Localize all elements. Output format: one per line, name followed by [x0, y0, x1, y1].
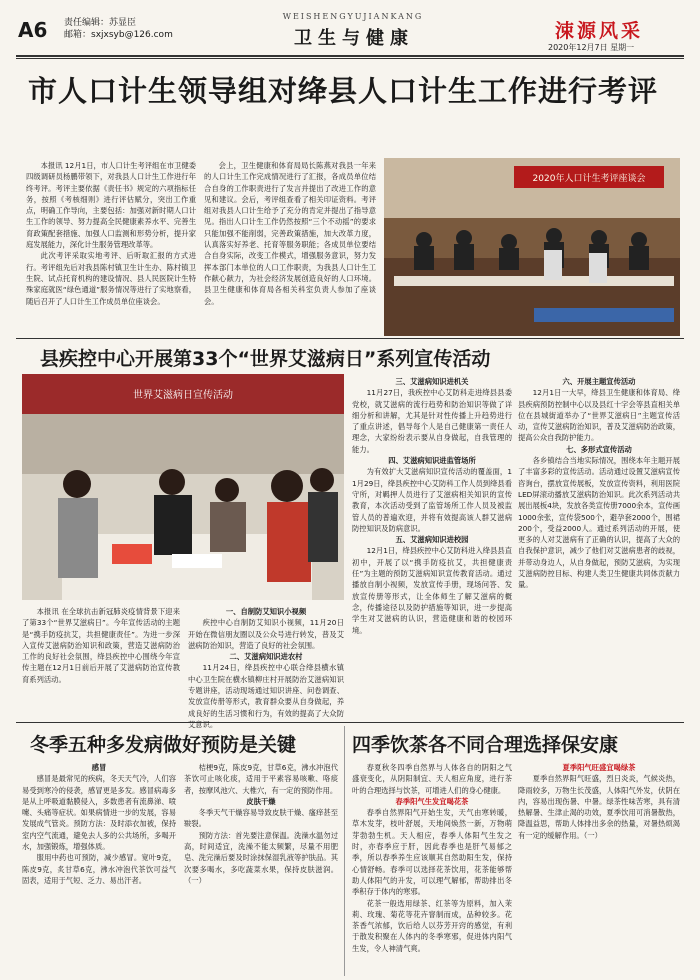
article-1-col-1: [26, 160, 196, 338]
article-3-col-2: [184, 762, 338, 974]
aids-activity-photo-svg: [22, 374, 344, 600]
newspaper-brand: 涑源风采: [555, 20, 644, 42]
headline-article-4: 四季饮茶各不同合理选择保安康: [352, 734, 619, 756]
article-3-section-text: 服用中药也可预防，减少感冒。宽叶9克，陈皮9克，炙甘草6克，沸水冲泡代茶饮可益气固表，适用于气短、乏力、易出汗者。: [22, 853, 176, 885]
headline-article-1: 市人口计生领导组对绛县人口计生工作进行考评: [28, 74, 659, 108]
article-4-section-text: 夏季自然界阳气旺盛，烈日炎炎，气候炎热，降雨较多，万物生长茂盛，人体阳气外发，伏阴在内，容易出现伤暑、中暑。绿茶性味苦寒，具有清热解暑、生津止渴的功效，夏季饮用可消暑散热，降温益思，帮助人体排出多余的热量，对暑热烦渴有一定的缓解作用。（一）: [518, 774, 680, 840]
masthead-rule-thin: [16, 58, 684, 59]
article-3-section-text: 预防方法：首先要注意保温。洗澡水温勿过高，时间适宜，洗澡不能太频繁，尽量不用肥皂、洗完澡后要及时涂抹保湿乳液等护肤品。其次要多喝水，多吃蔬菜水果，保持皮肤滋润。（一）: [184, 830, 338, 885]
article-2-section-text: 各乡镇结合当地实际情况，围绕本年主题开展了丰富多彩的宣传活动。活动通过设置艾滋病宣传咨询台，摆放宣传展板，发放宣传资料，利用医院LED屏滚动播放艾滋病防治知识。此次系列活动共展出展板4块，发放各类宣传册7000余本，宣传画1000余张，宣传袋500个，避孕套2000个，围裙200个，受益2000人。通过系列活动的开展，使更多的人对艾滋病有了正确的认识，提高了大众的自我保护意识，减少了他们对艾滋病患者的歧视，并带动身边人，从自身做起，预防艾滋病，为实现艾滋病防控目标、构建人类卫生健康共同体贡献力量。: [518, 456, 680, 590]
section-pinyin: WEISHENGYUJIANKANG: [282, 12, 424, 21]
article-2-subheading: 四、艾滋病知识进监管场所: [388, 456, 476, 466]
aids-activity-photo: [22, 374, 344, 600]
column-divider: [344, 726, 345, 976]
aids-banner-text: 世界艾滋病日宣传活动: [133, 390, 233, 401]
article-2-col-4: [518, 376, 680, 716]
article-2-subheading: 五、艾滋病知识进校园: [395, 535, 469, 545]
article-2-subheading: 三、艾滋病知识进机关: [395, 377, 469, 386]
article-2-section-text: 12月1日一大早，绛县卫生健康和体育局、绛县疾病预防控制中心以及县红十字会等县直相关单位在县城街道举办了“世界艾滋病日”主题宣传活动，宣传艾滋病防治知识，普及艾滋病防治政策，提高公众自我防护能力。: [518, 388, 680, 443]
meeting-banner-text: 2020年人口计生考评座谈会: [532, 174, 646, 184]
article-3-section-text: 桔梗9克，陈皮9克，甘草6克，沸水冲泡代茶饮可止咳化痰，适用于平素容易咳嗽、咯痰者，按摩风池穴、大椎穴，有一定的预防作用。: [184, 763, 338, 795]
article-3-section-text: 冬季天气干燥容易导致皮肤干燥、瘙痒甚至皲裂。: [184, 808, 338, 829]
article-2-col-1: [22, 606, 180, 714]
masthead-rule: [16, 55, 684, 57]
article-1-paragraph: 会上，卫生健康和体育局局长陈燕对我县一年来的人口计生工作完成情况进行了汇报，各成员单位结合自身的工作职责进行了发言并提出了改进工作的意见和建议。会后，考评组查看了相关印证资料。考评组对我县人口计生给予了充分的肯定并提出了指导意见。指出人口计生工作仍然按照“三个不动摇”的要求只能加强不能削弱，完善政策措施，加大改革力度，认真落实好养老、托育等服务职能；各成员单位要结合自身实际，改变工作模式，增强服务意识，努力发挥本部门本单位的人口工作职责，为我县人口计生工作献心献力，为社会经济发展创造良好的人口环境。县卫生健康和体育局各相关科室负责人参加了座谈会。: [204, 161, 376, 306]
article-2-section-text: 11月24日，绛县疾控中心联合绛县横水镇中心卫生院在横水镇柳庄村开展防治艾滋病知识专题讲座，活动现场通过知识讲座、问卷调查、发放宣传册等形式，教育群众要从自身做起，养成良好的生活习惯和行为，有效的提高了大众防艾意识。: [188, 663, 344, 729]
divider: [16, 338, 684, 339]
editor-name: 责任编辑：苏显臣: [64, 18, 137, 28]
article-2-subheading: 一、自制防艾知识小视频: [225, 607, 307, 616]
editor-email: 邮箱：sxjxsyb@126.com: [64, 30, 173, 40]
divider: [16, 722, 684, 723]
article-3-subheading: 皮肤干燥: [246, 796, 276, 806]
article-2-section-text: 为有效扩大艾滋病知识宣传活动的覆盖面，11月29日，绛县疾控中心艾防科工作人员到绛县看守所，对羁押人员进行了艾滋病相关知识的宣传教育，本次活动受到了监管场所工作人员及被监管人员的普遍欢迎，并将有效提高该人群艾滋病防控知识及防病意识。: [352, 467, 512, 533]
article-2-subheading: 七、多形式宣传活动: [566, 444, 632, 454]
editor-info: [64, 17, 173, 41]
headline-article-2: 县疾控中心开展第33个“世界艾滋病日”系列宣传活动: [40, 348, 491, 370]
section-title: 卫生与健康: [294, 28, 414, 49]
page-number: A6: [18, 18, 48, 42]
article-2-section-text: 12月1日，绛县疾控中心艾防科进入绛县县直初中，开展了以“携手防疫抗艾，共担健康责任”为主题的预防艾滋病知识宣传教育活动。通过播放自制小视频，发放宣传手册，现场问答、发放宣传册等形式，让全体师生了解艾滋病的概念，传播途径以及防护措施等知识，进一步提高学生对艾滋病的认识，营造健康和谐的校园环境。: [352, 546, 512, 635]
article-1-paragraph: 本报讯 12月1日，市人口计生考评组在市卫健委四级调研员杨鹏带领下，对我县人口计生工作进行年终考评。考评主要依据《责任书》规定的六项指标任务，按照《考核细则》进行评估赋分，突出工作重点，明确工作导向，主要包括：加强对新时期人口计生工作的领导、努力提高全民健康素养水平、完善生育政策配套措施、加强人口监测和形势分析，提升家庭发展能力，深化计生服务管理改革等。: [26, 161, 196, 250]
article-2-subheading: 二、艾滋病知识进农村: [229, 652, 303, 662]
article-2-section-text: 11月27日，我疾控中心艾防科走进绛县县委党校，就艾滋病的流行趋势和防治知识等做了详细分析和讲解，尤其是针对性传播上升趋势进行了重点讲述，倡导每个人是自己健康第一责任人理念，大家纷纷表示要从自身做起，自我管理的能力。: [352, 388, 512, 454]
article-1-col-2: [204, 160, 376, 338]
article-4-col-2: [518, 762, 680, 974]
headline-article-3: 冬季五种多发病做好预防是关键: [30, 734, 297, 756]
issue-date: 2020年12月7日 星期一: [548, 43, 635, 52]
article-3-section-text: 感冒是最常见的疾病，冬天天气冷，人们容易受到寒冷的侵袭，感冒更是多发。感冒病毒多是从上呼吸道黏膜侵入，多数患者有流鼻涕、喷嚏、头痛等症状。如果病情进一步的发展，容易发展成气管炎。预防方法：及时添衣加被，保持室内空气流通，避免去人多的公共场所，多喝开水，加强锻炼，增强体质。: [22, 774, 176, 852]
article-4-subheading: 春季阳气生发宜喝花茶: [395, 796, 469, 806]
article-4-paragraph: 春夏秋冬四季自然界与人体各自的阴阳之气盛衰变化，从阴阳制宜、天人相应角度，进行茶叶的合理选择与饮茶，可增进人们的身心健康。: [352, 763, 512, 795]
article-4-section-text: 春季自然界阳气开始生发，天气由寒转暖，草木发芽，枝叶舒展，天地间焕然一新，万物萌芽勃勃生机。天人相应，春季人体阳气生发之时，亦春季应于肝，因此春季也是肝气易郁之季，所以春季养生应该顺其自然助阳生发，保持心情舒畅。春季可以选择花茶饮用，花茶能够帮助人体阳气的升发，可以理气解郁，帮助排出冬季积存于体内的寒邪。: [352, 808, 512, 897]
article-2-paragraph: 本报讯 在全球抗击新冠肺炎疫情背景下迎来了第33个“世界艾滋病日”。今年宣传活动的主题是“携手防疫抗艾，共担健康责任”。为进一步深入宣传艾滋病防治知识和政策，营造艾滋病防治工作的良好社会氛围，绛县疾控中心围绕今年宣传主题在12月1日前后开展了艾滋病防治宣传教育系列活动。: [22, 607, 180, 684]
meeting-photo: [384, 158, 680, 336]
article-4-col-1: [352, 762, 512, 974]
article-2-col-2: [188, 606, 344, 729]
article-4-subheading: 夏季阳气旺盛宜喝绿茶: [562, 763, 636, 772]
article-3-subheading: 感冒: [91, 763, 107, 772]
meeting-photo-svg: [384, 158, 680, 336]
article-2-col-3: [352, 376, 512, 716]
article-1-paragraph: 此次考评采取实地考评、后听取汇报的方式进行。考评组先后对我县陈村镇卫生计生办、陈村镇卫生院、试点托育机构的建设情况、县人民医院计生特殊家庭就医“绿色通道”服务情况等进行了实地察看，随后召开了人口计生工作成员单位座谈会。: [26, 251, 196, 306]
article-3-col-1: [22, 762, 176, 974]
article-2-subheading: 六、开展主题宣传活动: [562, 377, 636, 386]
article-2-section-text: 疾控中心自制防艾知识小视频，11月20日开始在微信朋友圈以及公众号进行转发，普及艾滋病防治知识，营造了良好的社会氛围。: [188, 618, 344, 650]
article-4-section-text: 花茶一般选用绿茶、红茶等为原料，加入茉莉、玫瑰、菊花等花卉窨制而成，品种较多。花茶香气浓郁，饮后给人以芬芳开窍的感觉，有利于散发积聚在人体内的冬季寒邪，促进体内阳气生发，令人神清气爽。: [352, 898, 512, 953]
